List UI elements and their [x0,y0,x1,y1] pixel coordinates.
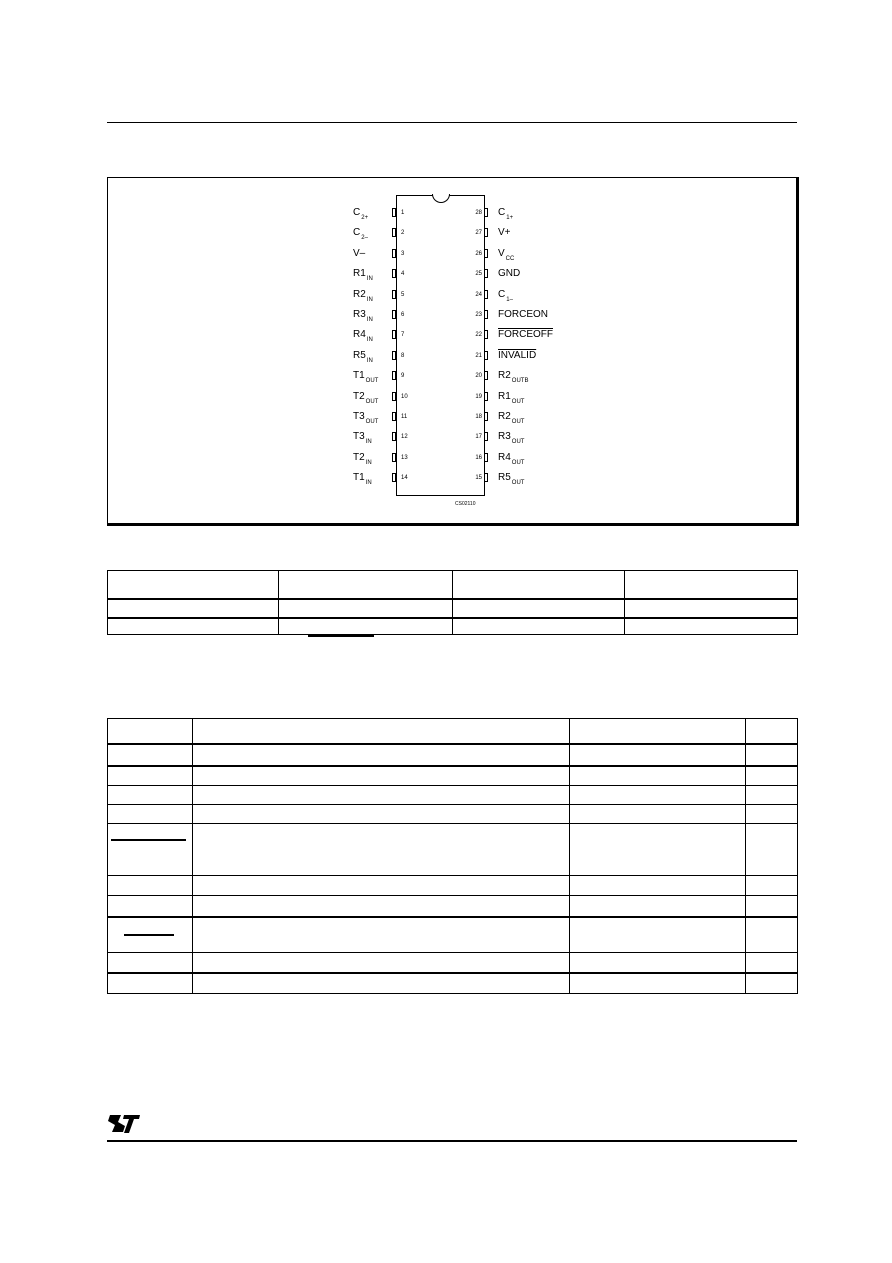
pin-name-text: R4 [498,451,511,463]
pin-number: 21 [475,352,482,359]
pin-pad [484,269,488,278]
pin-name [498,472,524,485]
pin-name-text: C [498,207,506,218]
pin-name [353,248,365,260]
pin-number: 9 [401,373,405,380]
pin-subscript: IN [366,357,373,364]
pin-number: 18 [475,414,482,420]
pin-name-text: R2 [498,370,511,382]
pin-name-text: R2 [498,411,511,422]
pin-number: 22 [475,332,482,339]
table-row [108,618,798,635]
pin-name [498,207,513,220]
pin-name-text: R1 [353,268,366,280]
pin-pad [484,310,488,319]
pin-subscript: OUT [365,378,379,385]
pin-pad [392,269,396,278]
pin-name [498,329,553,341]
pin-subscript: OUT [511,459,525,466]
footer-rule [107,1140,797,1142]
pin-subscript: 1+ [506,215,514,221]
pin-number: 26 [475,250,482,257]
pin-number: 5 [401,291,405,298]
pin-name [498,268,520,280]
pin-name-text: C [353,227,361,239]
pin-name-text: FORCEOFF [498,329,553,341]
pin-name [498,350,536,362]
pin-number: 11 [401,414,408,420]
pin-name [353,268,373,281]
pin-name-text: R5 [498,472,511,484]
pin-number: 7 [401,332,405,339]
table-row [108,571,798,599]
pin-number: 20 [475,373,482,380]
pin-pad [392,310,396,319]
pin-pad [484,228,488,237]
pin-name [498,411,524,424]
pin-name [353,370,378,383]
pin-number: 4 [401,271,405,278]
pin-subscript: OUT [365,398,379,405]
pin-name [353,452,372,465]
pin-subscript: 2+ [361,215,369,221]
pin-name [353,391,378,404]
pin-number: 17 [475,434,482,441]
pin-name [353,329,373,342]
pin-number: 14 [401,475,408,482]
pin-name [498,452,524,465]
pin-name [353,350,373,363]
pin-subscript: OUT [365,419,379,425]
header-rule [107,122,797,123]
pin-number: 19 [475,393,482,400]
pin-pad [392,432,396,441]
pin-subscript: 2– [361,235,368,242]
pin-subscript: OUT [511,419,525,425]
pin-name [353,472,372,485]
table-row [108,953,798,973]
pin-name-text: V– [353,247,366,259]
table-row [108,744,798,766]
pin-number: 24 [475,291,482,298]
pin-name-text: T2 [353,451,365,463]
pin-name-text: R1 [498,390,511,402]
pin-number: 16 [475,454,482,461]
pin-number: 23 [475,312,482,318]
pin-name [353,431,372,444]
pin-name-text: V [498,247,505,259]
pin-subscript: OUT [511,439,525,446]
pin-name-text: V+ [498,227,511,239]
pin-name [498,431,524,444]
pin-name [498,227,511,239]
pin-pad [392,290,396,299]
pin-pad [484,453,488,462]
pin-subscript: IN [365,439,372,446]
st-logo-icon [107,1113,141,1135]
table-row [108,876,798,896]
pin-pad [392,228,396,237]
table-row [108,917,798,953]
pin-name-text: R4 [353,329,366,341]
pin-name [498,248,514,261]
pin-pad [392,208,396,217]
table-row [108,896,798,917]
pin-pad [484,330,488,339]
pin-name-text: T3 [353,411,365,422]
pin-number: 13 [401,454,408,461]
pin-name [353,227,368,240]
pin-subscript: OUTB [511,378,529,385]
pin-number: 25 [475,271,482,278]
pin-subscript: CC [505,255,515,262]
pin-name [353,289,373,302]
pin-subscript: IN [365,459,372,466]
ic-package-outline [396,195,485,496]
pin-subscript: 1– [506,296,513,303]
pin-name [498,391,524,404]
pin-name-text: R3 [353,309,366,320]
pin-pad [484,249,488,258]
pin-number: 1 [401,210,405,216]
table-row [108,719,798,744]
pin-number: 28 [475,210,482,216]
pin-subscript: IN [366,276,373,283]
pin-number: 10 [401,393,408,400]
overline-mark [124,934,174,936]
table-1 [107,570,798,635]
overline-mark [111,839,186,841]
table-row [108,973,798,994]
pin-pad [392,249,396,258]
pin-pad [392,453,396,462]
pin-name [498,289,513,302]
pin-pad [484,412,488,421]
table-row [108,786,798,805]
pin-subscript: OUT [511,480,525,487]
pin-name-text: T1 [353,472,365,484]
pin-number: 15 [475,475,482,482]
pin-number: 8 [401,352,405,359]
pin-pad [392,473,396,482]
pin-subscript: IN [366,317,373,323]
pin-number: 27 [475,230,482,237]
pin-name-text: INVALID [498,349,537,361]
pin-number: 2 [401,230,405,237]
pin-name [498,370,528,383]
pin-subscript: OUT [511,398,525,405]
pin-name-text: T3 [353,431,365,443]
pin-name-text: R2 [353,288,366,300]
table-row [108,824,798,876]
pin-pad [484,351,488,360]
overline-mark [308,635,374,637]
pin-name [498,309,548,321]
pin-name [353,411,378,424]
pin-name-text: FORCEON [498,309,548,320]
pin-name-text: T2 [353,390,365,402]
table-row [108,805,798,824]
pin-subscript: IN [366,296,373,303]
pin-pad [484,473,488,482]
pin-name-text: R3 [498,431,511,443]
pin-subscript: IN [365,480,372,487]
diagram-code: CS02110 [455,501,476,507]
pin-pad [484,371,488,380]
pin-name-text: GND [498,268,521,280]
pin-name [353,207,368,220]
pin-pad [484,392,488,401]
table-2 [107,718,798,994]
pin-pad [392,412,396,421]
pin-name [353,309,373,322]
pin-name-text: C [353,207,361,218]
pin-pad [392,330,396,339]
table-row [108,599,798,618]
pin-number: 6 [401,312,405,318]
pin-pad [484,290,488,299]
pin-name-text: T1 [353,370,365,382]
pin-number: 12 [401,434,408,441]
table-row [108,766,798,786]
pin-pad [392,371,396,380]
pin-name-text: R5 [353,349,366,361]
pin-pad [484,432,488,441]
pin-pad [392,351,396,360]
pin-name-text: C [498,288,506,300]
pin-number: 3 [401,250,405,257]
pin-subscript: IN [366,337,373,344]
pin-pad [392,392,396,401]
pin-pad [484,208,488,217]
